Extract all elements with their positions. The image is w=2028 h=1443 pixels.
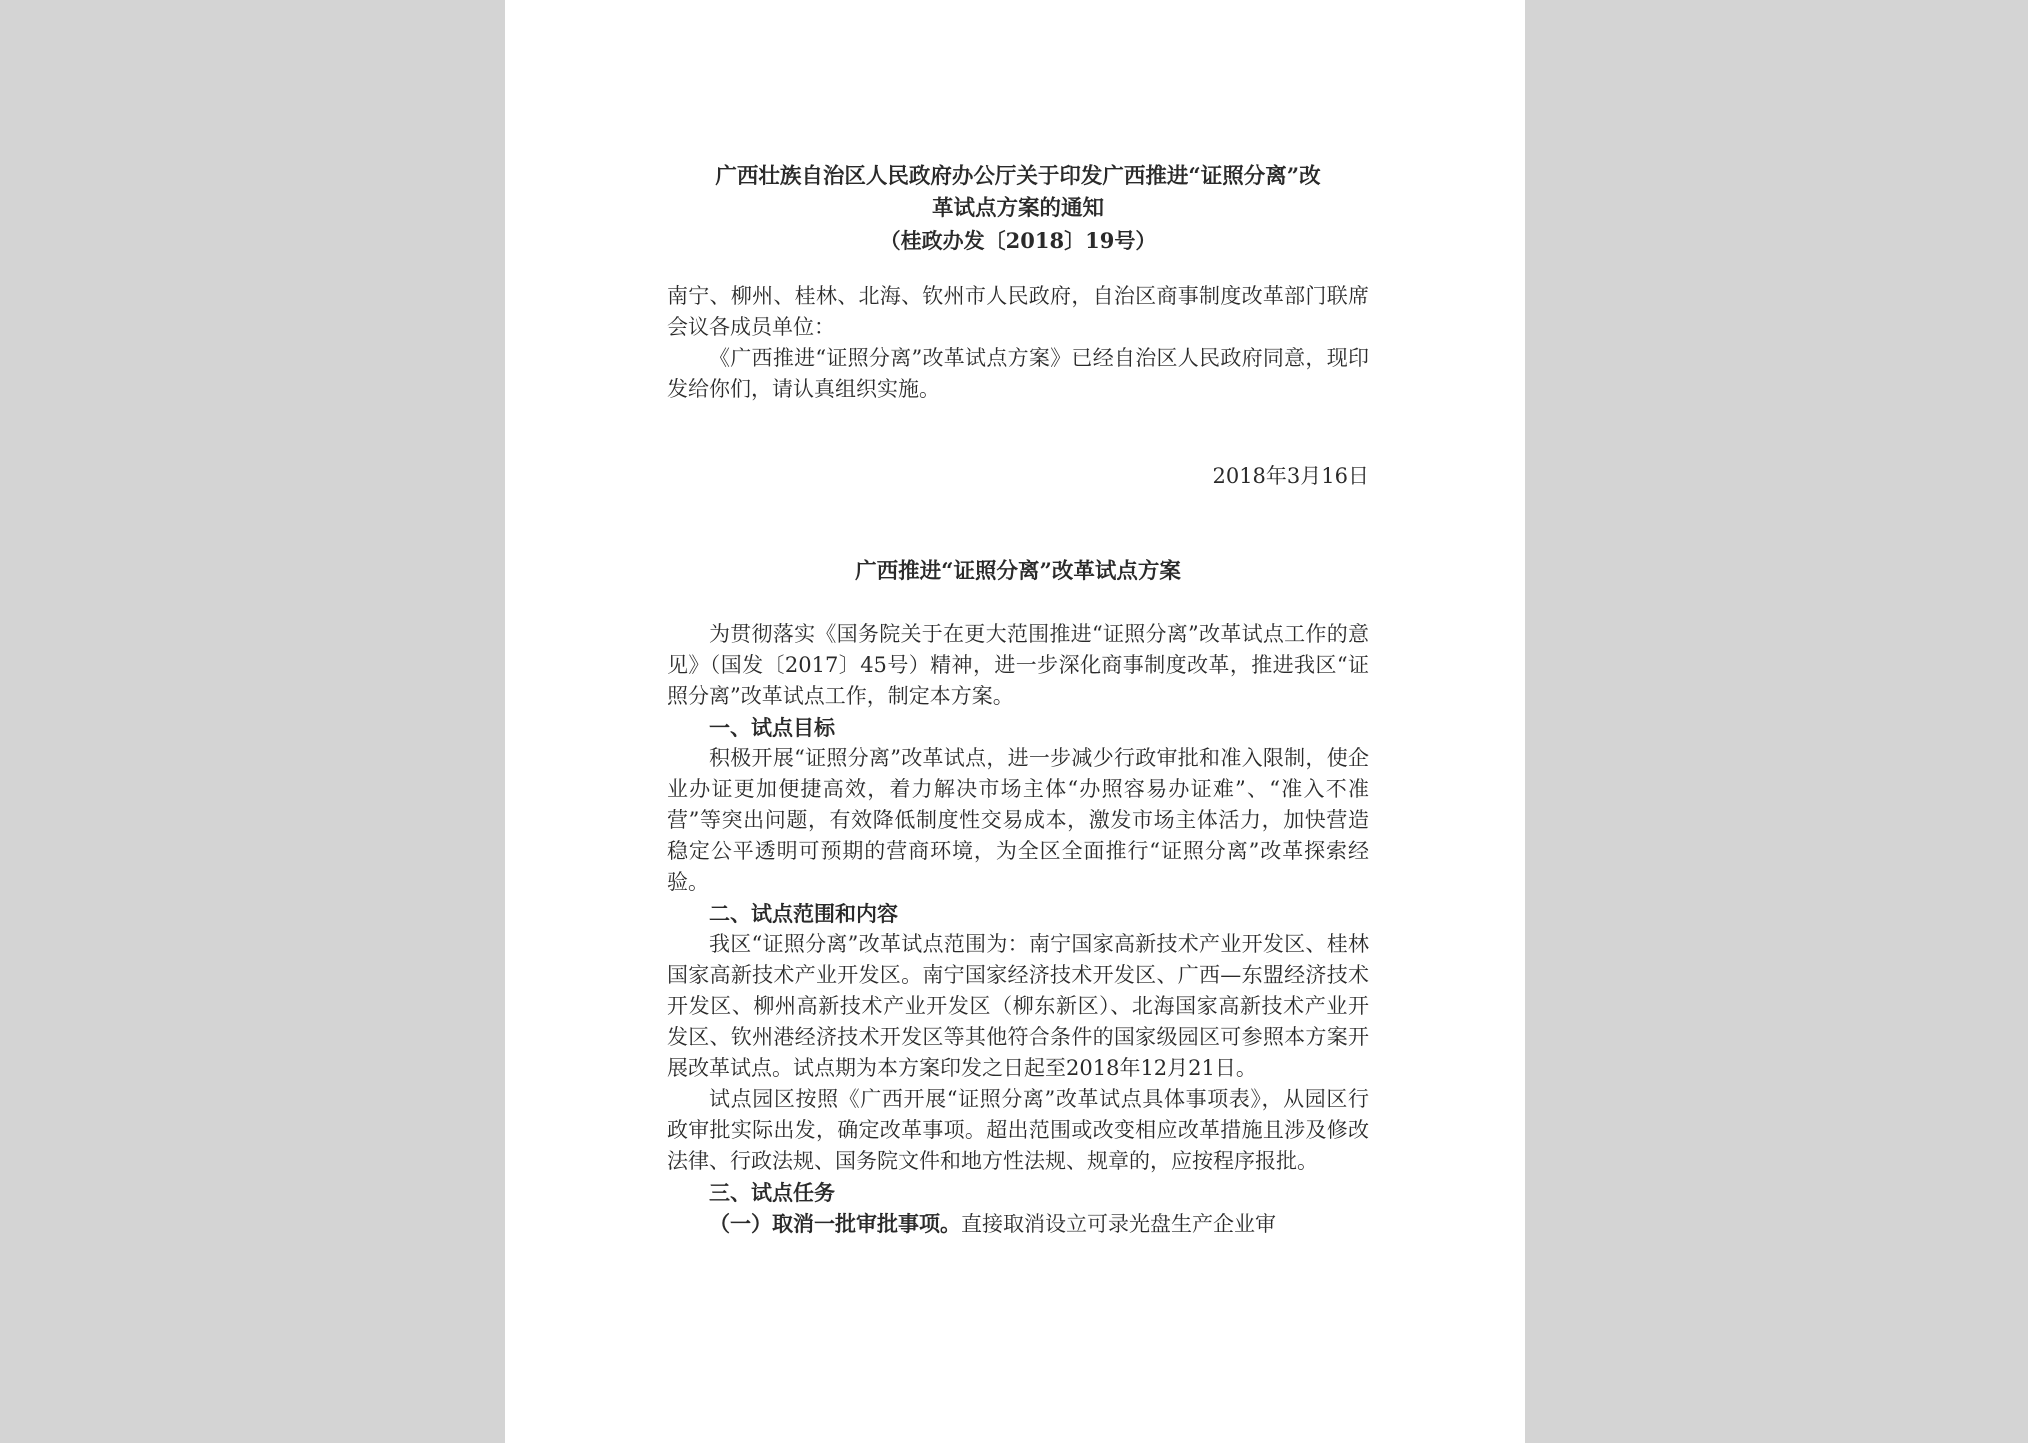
notice-title-line2: 革试点方案的通知 — [931, 196, 1104, 221]
notice-doc-number: （桂政办发〔2018〕19号） — [879, 228, 1157, 253]
section2-text2: 试点园区按照《广西开展“证照分离”改革试点具体事项表》，从园区行政审批实际出发，确定改革事项。超出范围或改变相应改革措施且涉及修改法律、行政法规、国务院文件和地方性法规、规章的，应按程序报批。 — [667, 1087, 1369, 1173]
notice-recipients: 南宁、柳州、桂林、北海、钦州市人民政府，自治区商事制度改革部门联席会议各成员单位： — [667, 284, 1369, 339]
notice-title-line1: 广西壮族自治区人民政府办公厅关于印发广西推进“证照分离”改 — [715, 164, 1321, 189]
document-content — [667, 161, 1369, 1240]
section3-item1 — [667, 1208, 1369, 1240]
section2-text1: 我区“证照分离”改革试点范围为：南宁国家高新技术产业开发区、桂林国家高新技术产业开发区。南宁国家经济技术开发区、广西—东盟经济技术开发区、柳州高新技术产业开发区（柳东新区）、北海国家高新技术产业开发区、钦州港经济技术开发区等其他符合条件的国家级园区可参照本方案开展改革试点。试点期为本方案印发之日起至2018年12月21日。 — [667, 932, 1369, 1080]
document-page — [505, 0, 1525, 1443]
notice-body: 《广西推进“证照分离”改革试点方案》已经自治区人民政府同意，现印发给你们，请认真组织实施。 — [667, 346, 1369, 401]
section3-item1-title: （一）取消一批审批事项。 — [709, 1211, 961, 1236]
plan-intro: 为贯彻落实《国务院关于在更大范围推进“证照分离”改革试点工作的意见》（国发〔2017〕45号）精神，进一步深化商事制度改革，推进我区“证照分离”改革试点工作，制定本方案。 — [667, 622, 1369, 708]
notice-date: 2018年3月16日 — [1212, 464, 1369, 488]
notice-title — [667, 161, 1369, 225]
section3-heading: 三、试点任务 — [709, 1180, 835, 1205]
plan-title: 广西推进“证照分离”改革试点方案 — [855, 559, 1181, 584]
section3-item1-text: 直接取消设立可录光盘生产企业审 — [961, 1212, 1276, 1236]
section1-text: 积极开展“证照分离”改革试点，进一步减少行政审批和准入限制，使企业办证更加便捷高效，着力解决市场主体“办照容易办证难”、“准入不准营”等突出问题，有效降低制度性交易成本，激发市场主体活力，加快营造稳定公平透明可预期的营商环境，为全区全面推行“证照分离”改革探索经验。 — [667, 746, 1369, 894]
section1-heading: 一、试点目标 — [709, 715, 835, 740]
section2-heading: 二、试点范围和内容 — [709, 901, 898, 926]
